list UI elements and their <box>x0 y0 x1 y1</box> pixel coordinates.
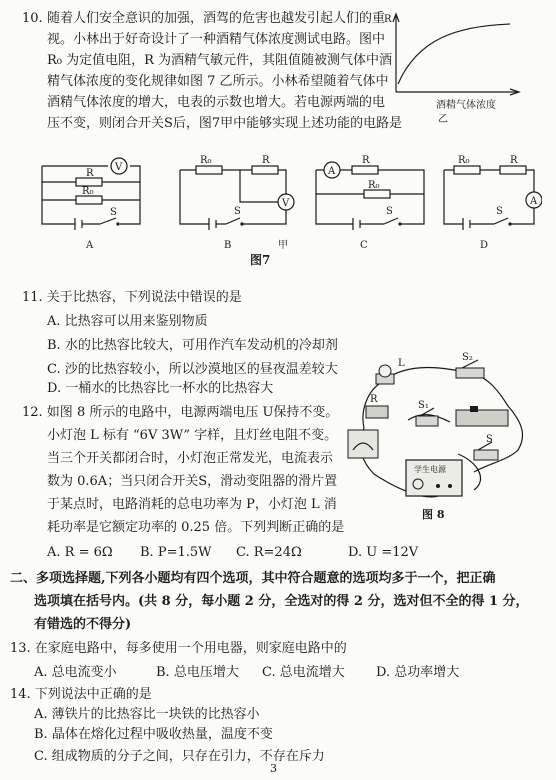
resistor-r-icon <box>352 166 378 174</box>
q14-option-c: C. 组成物质的分子之间，只存在引力，不存在斥力 <box>34 749 325 764</box>
circuit-d <box>444 155 542 251</box>
resistor-r-icon <box>252 166 278 174</box>
resistor-r0-label: R₀ <box>82 186 94 197</box>
switch-s2-icon <box>456 368 484 378</box>
switch-s-label: S <box>486 434 493 445</box>
resistor-r-label: R <box>370 394 378 405</box>
graph-sub-label: 乙 <box>438 114 448 125</box>
section-2-line-3: 有错选的不得分) <box>34 617 132 632</box>
voltmeter-label: V <box>282 198 290 209</box>
resistor-r-label: R <box>262 155 270 166</box>
power-supply-label: 学生电源 <box>414 465 446 474</box>
section-2-line-1: 二、多项选择题,下列各小题均有四个选项，其中符合题意的选项均多于一个，把正确 <box>10 571 496 586</box>
switch-label: S <box>234 206 241 217</box>
graph-x-label: 酒精气体浓度 <box>436 100 496 111</box>
q12-line-2: 小灯泡 L 标有 “6V 3W” 字样，且灯丝电阻不变。 <box>47 428 338 443</box>
switch-icon <box>116 222 119 225</box>
switch-label: S <box>386 206 393 217</box>
q12-line-5: 于某点时，电路消耗的总电功率为 P，小灯泡 L 消 <box>47 497 337 512</box>
q12-line-1: 12. 如图 8 所示的电路中，电源两端电压 U保持不变。 <box>22 405 339 420</box>
q13-option-b: B. 总电压增大 <box>156 665 239 680</box>
circuit-b <box>180 155 294 251</box>
q14-stem: 14. 下列说法中正确的是 <box>10 687 152 702</box>
circuit-label-d: D <box>480 240 489 251</box>
resistor-r0-icon <box>364 190 390 198</box>
q11-option-a: A. 比热容可以用来鉴别物质 <box>47 314 208 329</box>
graph-curve <box>398 24 510 84</box>
circuit-a <box>42 158 140 251</box>
q11-option-b: B. 水的比热容比较大，可用作汽车发动机的冷却剂 <box>47 338 338 353</box>
figure-7-circuits <box>30 148 542 268</box>
q11-option-c: C. 沙的比热容较小，所以沙漠地区的昼夜温差较大 <box>47 362 338 377</box>
resistor-r-label: R <box>86 168 94 179</box>
section-2-line-2: 选项填在括号内。(共 8 分，每小题 2 分，全选对的得 2 分，选对但不全的得 1 分， <box>34 594 529 609</box>
q11-stem: 11. 关于比热容，下列说法中错误的是 <box>22 290 242 305</box>
circuit-label-b: B <box>224 240 232 251</box>
voltmeter-label: V <box>115 162 123 173</box>
resistor-r-label: R <box>362 155 370 166</box>
resistor-r-icon <box>76 178 102 186</box>
figure-sub-label: 甲 <box>278 240 288 251</box>
q10-line-2: 视。小林出于好奇设计了一种酒精气体浓度测试电路。图中 <box>47 32 386 47</box>
switch-s2-label: S₂ <box>462 352 473 363</box>
resistor-r0-label: R₀ <box>368 180 380 191</box>
q12-option-d: D. U =12V <box>348 545 419 560</box>
q13-option-a: A. 总电流变小 <box>34 665 117 680</box>
q13-option-d: D. 总功率增大 <box>376 665 460 680</box>
resistor-r-label: R <box>510 155 518 166</box>
graph-y-label: R <box>384 14 392 25</box>
resistance-concentration-graph <box>378 8 540 126</box>
q10-line-6: 压不变，则闭合开关S后，图7甲中能够实现上述功能的电路是 <box>47 116 403 131</box>
switch-icon <box>398 222 401 225</box>
q12-line-3: 当三个开关都闭合时，小灯泡正常发光，电流表示 <box>47 451 334 466</box>
switch-icon <box>508 222 511 225</box>
lamp-bulb-icon <box>379 365 391 377</box>
resistor-r0-icon <box>196 166 222 174</box>
ammeter-label: A <box>328 166 336 177</box>
figure-7-caption: 图7 <box>250 253 271 267</box>
q14-option-a: A. 薄铁片的比热容比一块铁的比热容小 <box>34 707 260 722</box>
q14-option-b: B. 晶体在熔化过程中吸收热量，温度不变 <box>34 727 273 742</box>
resistor-r0-label: R₀ <box>200 155 212 166</box>
resistor-r0-icon <box>454 166 480 174</box>
switch-icon <box>240 222 243 225</box>
q10-number: 10. <box>22 11 43 26</box>
figure-8-caption: 图 8 <box>422 508 445 521</box>
q12-option-a: A. R = 6Ω <box>47 545 113 560</box>
q12-line-6: 耗功率是它额定功率的 0.25 倍。下列判断正确的是 <box>47 520 345 535</box>
q10-line-4: 精气体浓度的变化规律如图 7 乙所示。小林希望随着气体中 <box>47 74 389 89</box>
q13-option-c: C. 总电流增大 <box>262 665 345 680</box>
q13-stem: 13. 在家庭电路中，每多使用一个用电器，则家庭电路中的 <box>10 641 347 656</box>
q12-line-4: 数为 0.6A；当只闭合开关S，滑动变阻器的滑片置 <box>47 474 338 489</box>
q11-option-d: D. 一桶水的比热容比一杯水的比热容大 <box>47 381 274 396</box>
q12-option-c: C. R=24Ω <box>236 545 302 560</box>
q10-line-3: R₀ 为定值电阻，R 为酒精气敏元件，其阻值随被测气体中酒 <box>47 53 393 68</box>
figure-8-apparatus <box>338 350 538 520</box>
switch-label: S <box>110 207 117 218</box>
switch-s-icon <box>474 450 498 460</box>
q10-line-5: 酒精气体浓度的增大，电表的示数也增大。若电源两端的电 <box>47 95 386 110</box>
page-number: 3 <box>270 762 277 775</box>
resistor-r0-label: R₀ <box>458 155 470 166</box>
circuit-label-c: C <box>360 240 368 251</box>
ammeter-label: A <box>530 196 538 207</box>
resistor-r-icon <box>366 406 388 418</box>
q10-line-1: 随着人们安全意识的加强，酒驾的危害也越发引起人们的重 <box>47 11 386 26</box>
resistor-r-icon <box>500 166 526 174</box>
switch-label: S <box>496 206 503 217</box>
switch-s1-label: S₁ <box>418 400 429 411</box>
resistor-r0-icon <box>76 196 102 204</box>
circuit-label-a: A <box>86 240 94 251</box>
ammeter-icon <box>348 430 378 458</box>
rheostat-icon <box>456 410 508 426</box>
circuit-c <box>316 155 424 251</box>
lamp-label: L <box>398 358 405 369</box>
q12-option-b: B. P=1.5W <box>140 545 212 560</box>
switch-s1-icon <box>416 416 438 426</box>
